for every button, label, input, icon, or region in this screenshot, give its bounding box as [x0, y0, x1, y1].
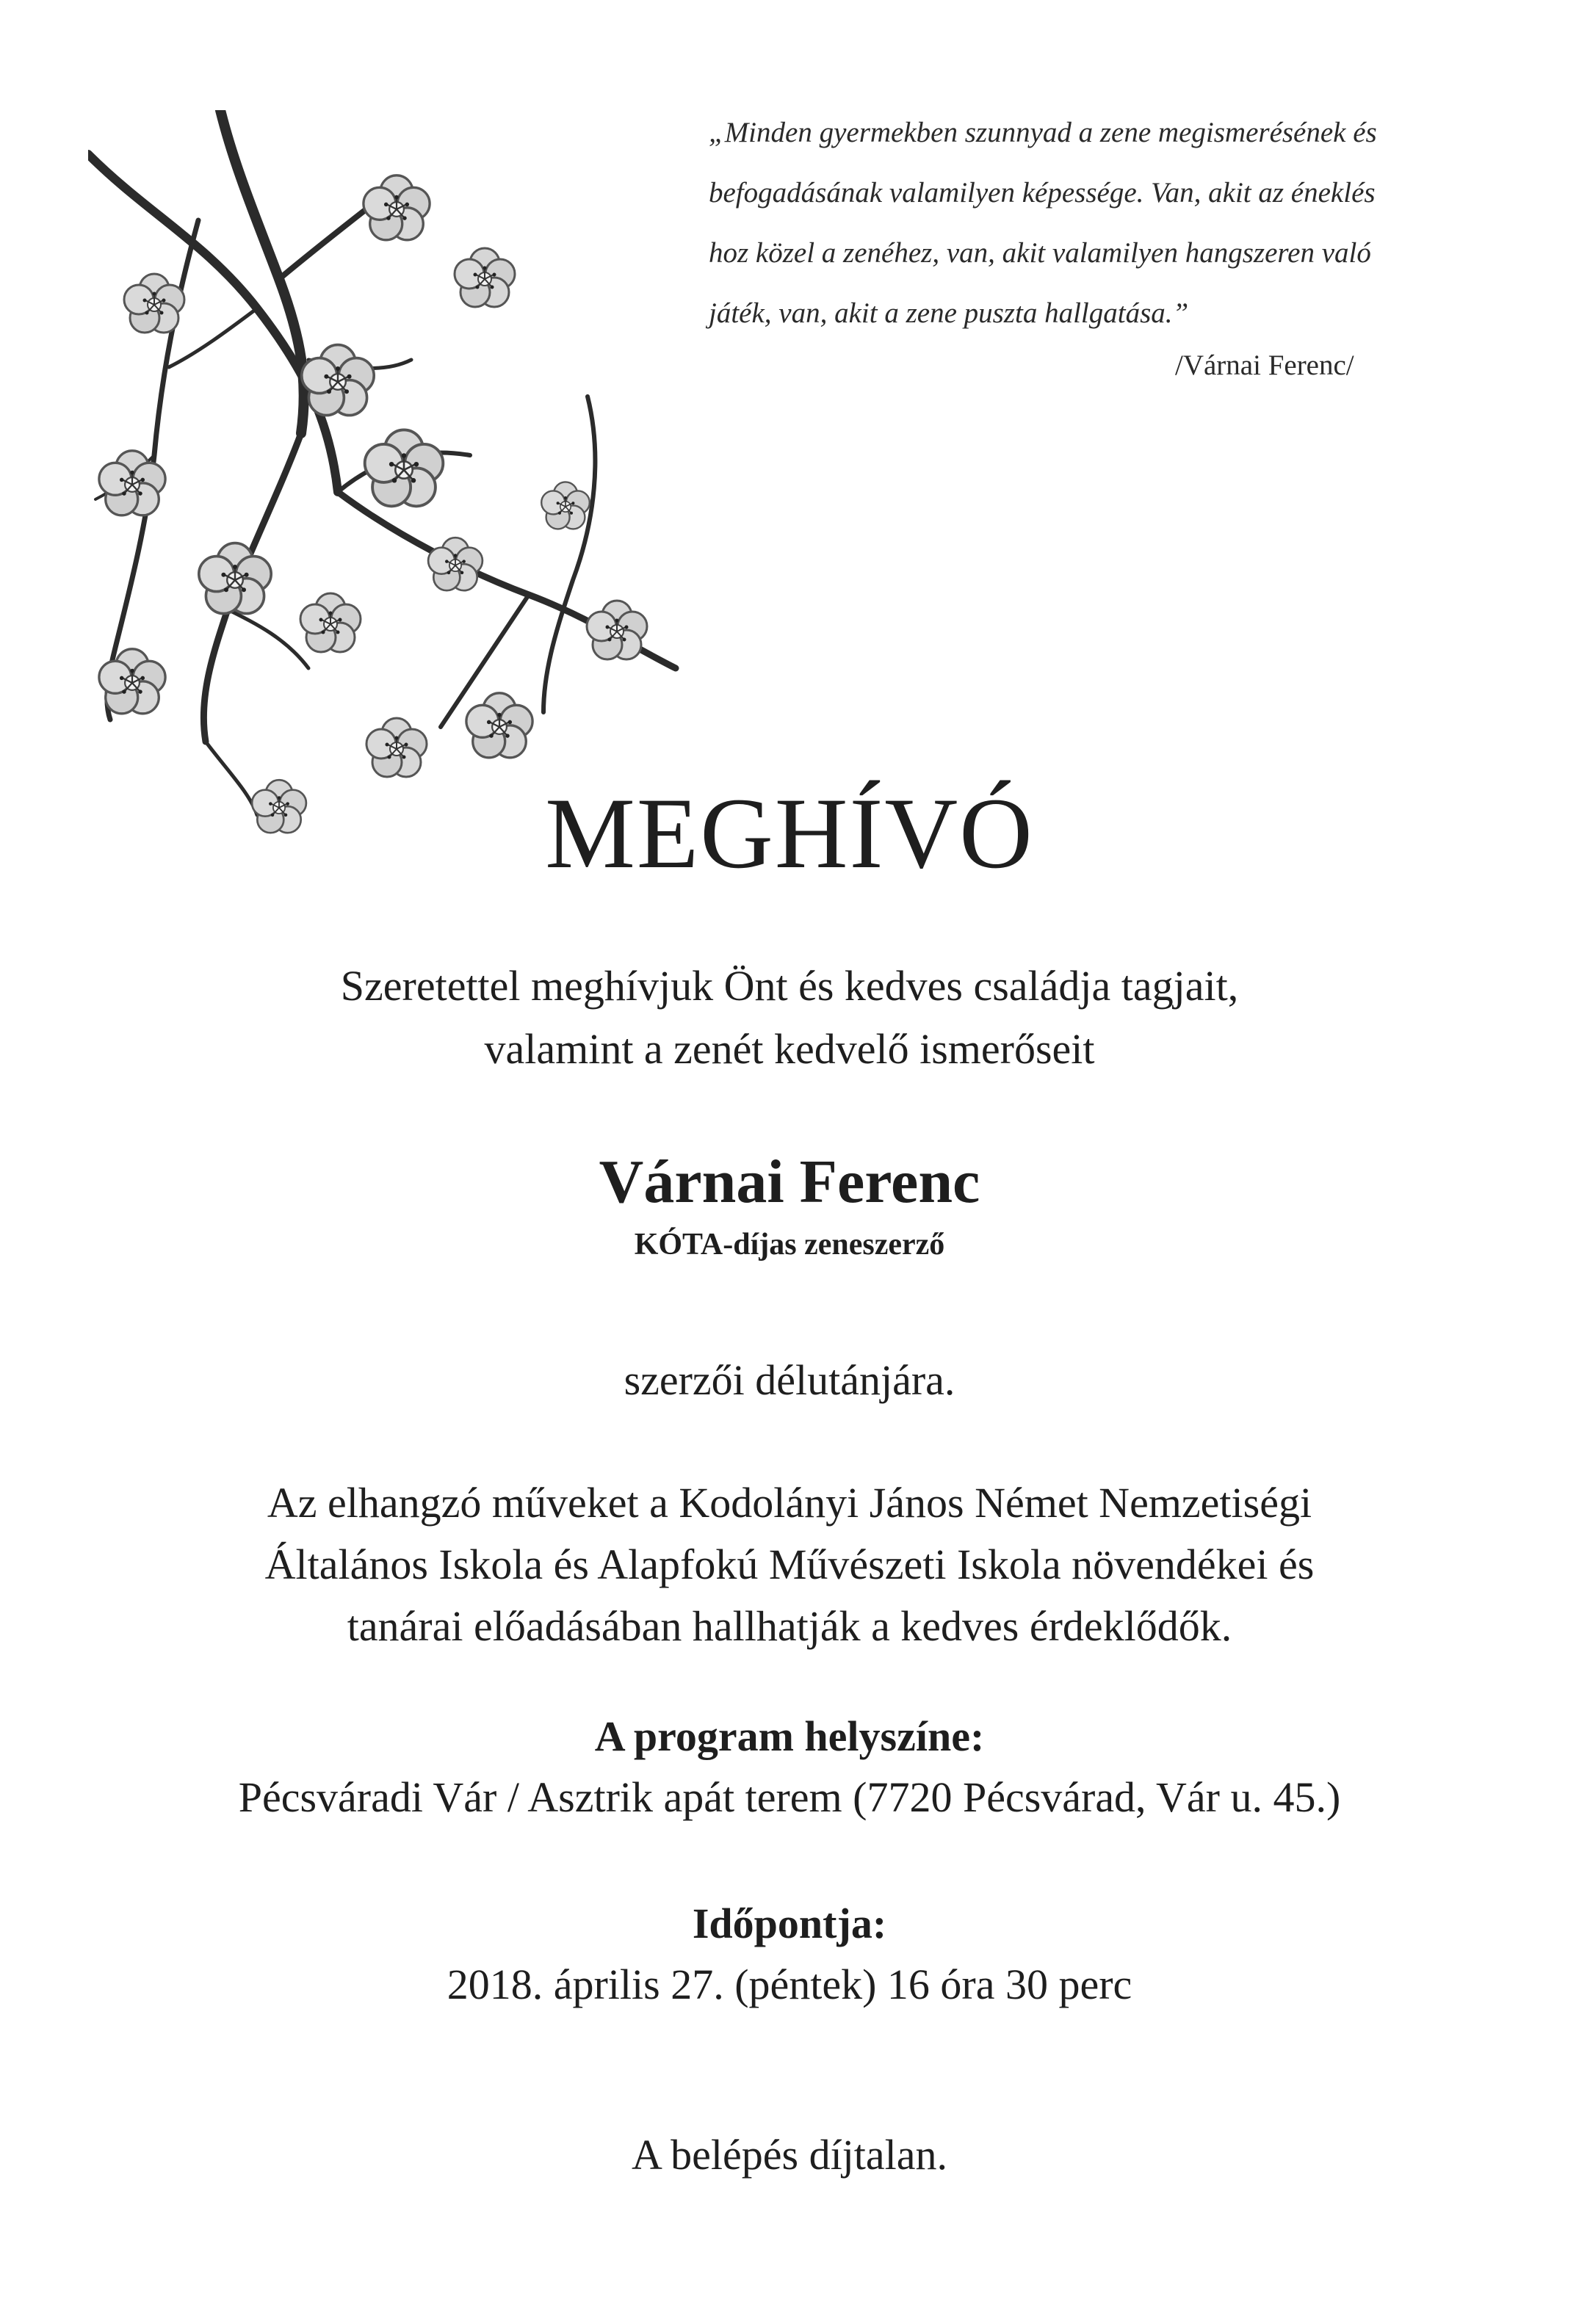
intro-line: Szeretettel meghívjuk Önt és kedves családja tagjait, [340, 962, 1239, 1010]
quote-author: /Várnai Ferenc/ [1175, 350, 1354, 381]
quote-line: játék, van, akit a zene puszta hallgatása.” [709, 297, 1189, 329]
epigraph-quote [709, 103, 1443, 344]
occasion-text: szerzői délutánjára. [624, 1356, 955, 1404]
page-title: MEGHÍVÓ [545, 777, 1034, 889]
cherry-blossom-illustration [88, 110, 749, 844]
venue-label: A program helyszíne: [594, 1712, 985, 1760]
performers-line: Az elhangzó műveket a Kodolányi János Német Nemzetiségi [267, 1479, 1312, 1527]
performers-line: tanárai előadásában hallhatják a kedves érdeklődők. [347, 1602, 1232, 1650]
performers-paragraph [0, 1472, 1579, 1657]
intro-line: valamint a zenét kedvelő ismerőseit [484, 1025, 1095, 1073]
entry-note: A belépés díjtalan. [631, 2131, 948, 2179]
composer-subtitle: KÓTA-díjas zeneszerző [634, 1228, 945, 1261]
composer-name: Várnai Ferenc [599, 1148, 980, 1216]
invitation-intro [0, 955, 1579, 1081]
time-label: Időpontja: [692, 1900, 887, 1947]
quote-line: befogadásának valamilyen képessége. Van, akit az éneklés [709, 177, 1376, 209]
performers-line: Általános Iskola és Alapfokú Művészeti Iskola növendékei és [264, 1541, 1315, 1588]
time-value: 2018. április 27. (péntek) 16 óra 30 perc [447, 1961, 1132, 2008]
quote-line: hoz közel a zenéhez, van, akit valamilyen hangszeren való [709, 237, 1371, 269]
venue-value: Pécsváradi Vár / Asztrik apát terem (7720 Pécsvárad, Vár u. 45.) [238, 1773, 1341, 1821]
quote-line: „Minden gyermekben szunnyad a zene megismerésének és [709, 117, 1377, 148]
